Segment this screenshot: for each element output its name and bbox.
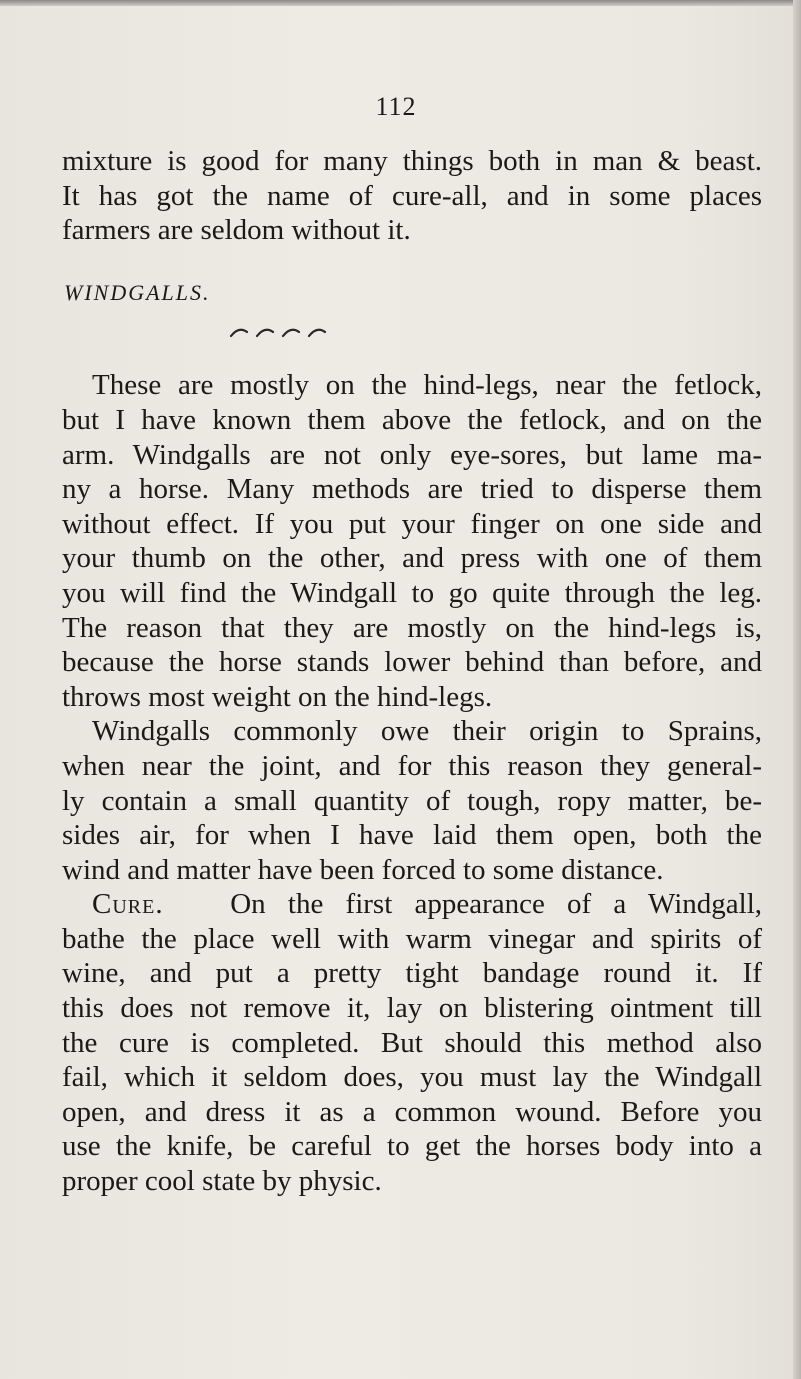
text-line: but I have known them above the fetlock, and on the [62,403,762,436]
text-line: Windgalls commonly owe their origin to Sprains, [92,715,762,748]
page-number: 112 [375,92,417,121]
text-line: arm. Windgalls are not only eye-sores, but lame ma- [62,438,762,471]
text-line: open, and dress it as a common wound. Before you [62,1095,762,1128]
text-line: farmers are seldom without it. [62,214,411,247]
text-line: The reason that they are mostly on the hind-legs is, [62,611,762,644]
text-line: These are mostly on the hind-legs, near the fetlock, [92,369,762,402]
text-line: throws most weight on the hind-legs. [62,680,493,713]
page-top-edge [0,0,801,6]
text-line: when near the joint, and for this reason they general- [62,749,762,782]
text-line: your thumb on the other, and press with one of them [62,542,762,575]
text-line: wind and matter have been forced to some distance. [62,853,664,886]
text-line: sides air, for when I have laid them open, both the [62,819,762,852]
text-line: ly contain a small quantity of tough, ropy matter, be- [62,784,762,817]
text-line: bathe the place well with warm vinegar and spirits of [62,922,762,955]
text-line: use the knife, be careful to get the horses body into a [62,1130,762,1163]
text-line: ny a horse. Many methods are tried to disperse them [62,473,762,506]
text-line: you will find the Windgall to go quite through the leg. [62,576,762,609]
text-line: proper cool state by physic. [62,1165,382,1198]
body-text [62,144,762,1199]
cure-line [62,887,762,922]
text-line: the cure is completed. But should this method also [62,1026,762,1059]
text-line: this does not remove it, lay on blistering ointment till [62,992,762,1025]
cure-first-line-text: On the first appearance of a Windgall, [230,888,762,921]
ornament-divider-icon [227,322,347,342]
text-line: mixture is good for many things both in man & beast. [62,145,762,177]
section-heading: WINDGALLS. [64,279,211,305]
cure-label: Cure. [92,888,164,921]
text-line: fail, which it seldom does, you must lay the Windgall [62,1061,762,1094]
page-right-edge [793,0,801,1379]
text-line: wine, and put a pretty tight bandage round it. If [62,957,762,990]
text-line: because the horse stands lower behind than before, and [62,646,762,679]
text-line: without effect. If you put your finger on one side and [62,507,762,540]
text-line: It has got the name of cure-all, and in some places [62,179,762,212]
